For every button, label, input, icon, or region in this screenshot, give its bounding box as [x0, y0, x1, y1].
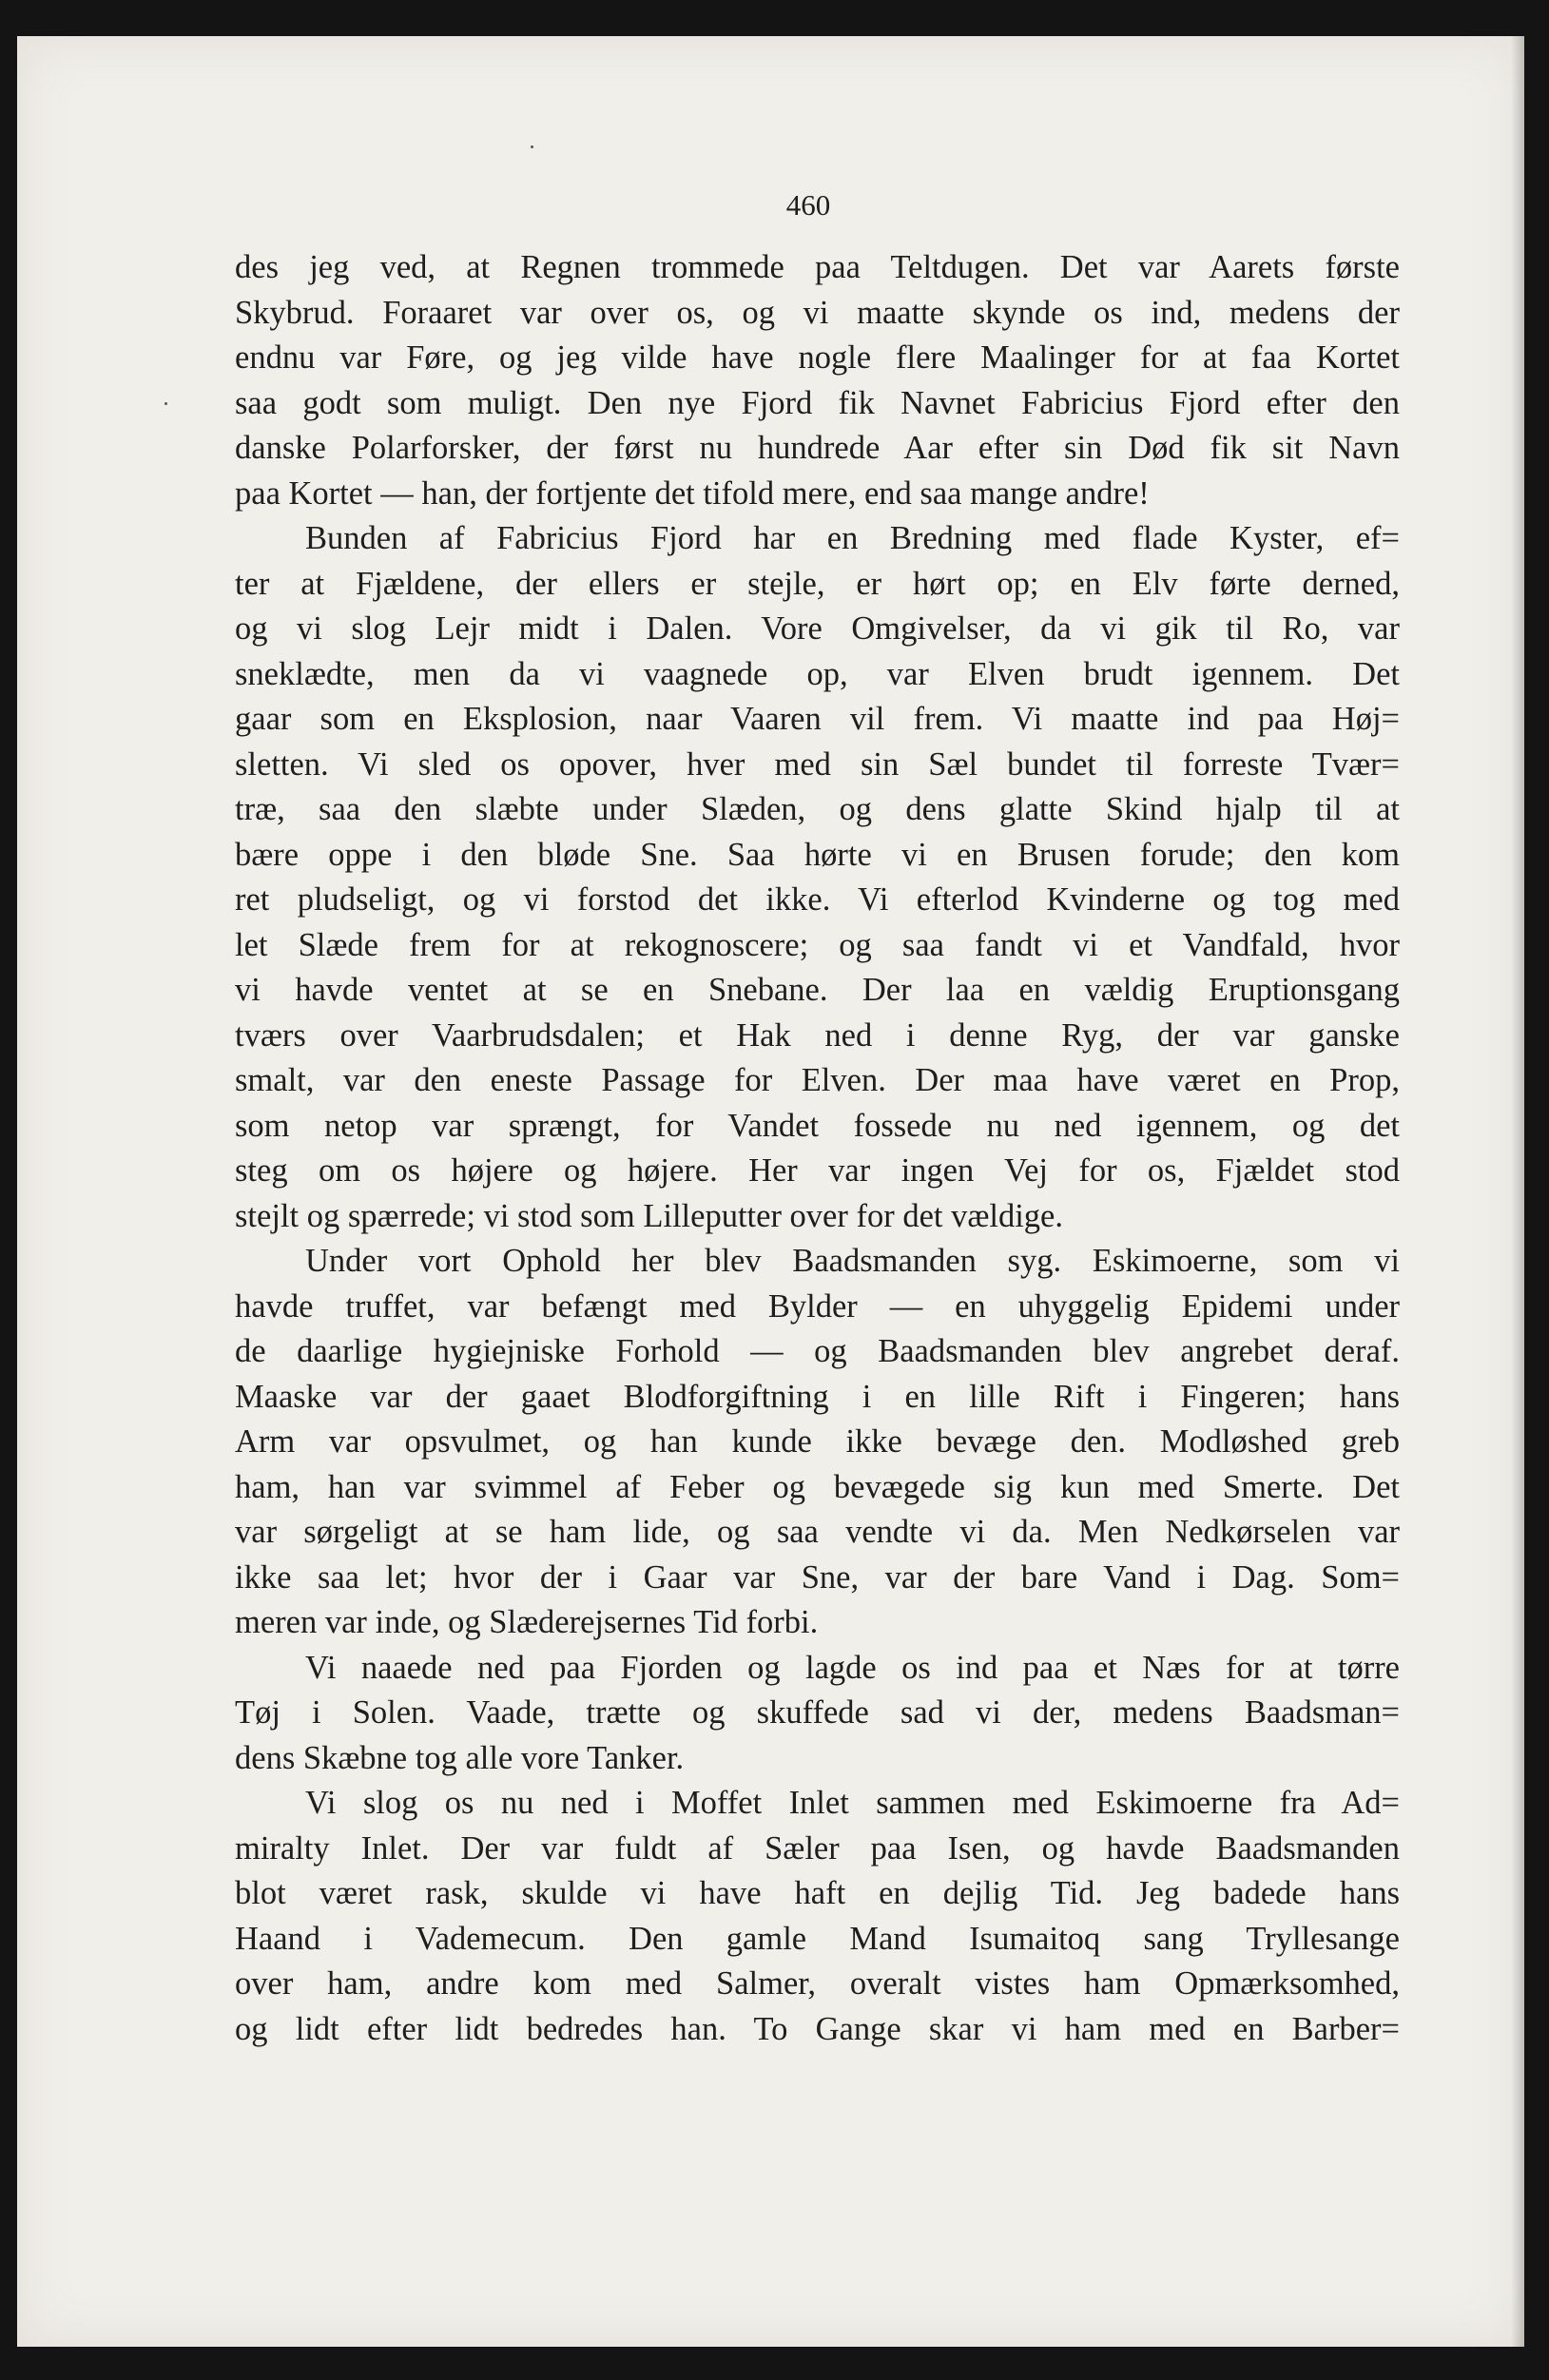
text-line: ter at Fjældene, der ellers er stejle, er hørt op; en Elv førte derned, [235, 565, 1400, 602]
text-line: Arm var opsvulmet, og han kunde ikke bevæge den. Modløshed greb [235, 1423, 1400, 1460]
text-line: smalt, var den eneste Passage for Elven. Der maa have været en Prop, [235, 1062, 1400, 1098]
text-line: stejlt og spærrede; vi stod som Lilleputter over for det vældige. [235, 1197, 1063, 1234]
text-line: miralty Inlet. Der var fuldt af Sæler paa Isen, og havde Baadsmanden [235, 1829, 1400, 1867]
text-line: paa Kortet — han, der fortjente det tifold mere, end saa mange andre! [235, 474, 1150, 512]
text-line: des jeg ved, at Regnen trommede paa Teltdugen. Det var Aarets første [235, 249, 1400, 285]
paper-speck [531, 145, 533, 148]
text-line: sneklædte, men da vi vaagnede op, var Elven brudt igennem. Det [235, 655, 1400, 692]
text-line: Bunden af Fabricius Fjord har en Bredning med flade Kyster, ef= [305, 520, 1400, 556]
text-line: og lidt efter lidt bedredes han. To Gange skar vi ham med en Barber= [235, 2010, 1400, 2047]
text-line: meren var inde, og Slæderejsernes Tid forbi. [235, 1604, 819, 1640]
paper-speck [165, 402, 167, 405]
text-line: var sørgeligt at se ham lide, og saa vendte vi da. Men Nedkørselen var [235, 1514, 1400, 1550]
text-line: Skybrud. Foraaret var over os, og vi maatte skynde os ind, medens der [235, 294, 1400, 331]
text-line: som netop var sprængt, for Vandet fossede nu ned igennem, og det [235, 1107, 1400, 1144]
text-line: Haand i Vademecum. Den gamle Mand Isumaitoq sang Tryllesange [235, 1920, 1400, 1957]
paragraph [235, 1646, 1400, 1782]
text-line: havde truffet, var befængt med Bylder — en uhyggelig Epidemi under [235, 1287, 1400, 1325]
text-line: saa godt som muligt. Den nye Fjord fik Navnet Fabricius Fjord efter den [235, 384, 1400, 421]
paragraph [235, 1239, 1400, 1646]
text-line: Maaske var der gaaet Blodforgiftning i en lille Rift i Fingeren; hans [235, 1378, 1400, 1415]
text-line: Tøj i Solen. Vaade, trætte og skuffede sad vi der, medens Baadsman= [235, 1694, 1400, 1731]
text-line: bære oppe i den bløde Sne. Saa hørte vi en Brusen forude; den kom [235, 836, 1400, 873]
paragraph [235, 1781, 1400, 2052]
text-line: let Slæde frem for at rekognoscere; og saa fandt vi et Vandfald, hvor [235, 926, 1400, 963]
page-spine-shadow [1511, 36, 1524, 2347]
text-line: endnu var Føre, og jeg vilde have nogle flere Maalinger for at faa Kortet [235, 339, 1400, 376]
text-line: over ham, andre kom med Salmer, overalt vistes ham Opmærksomhed, [235, 1965, 1400, 2002]
text-line: ret pludseligt, og vi forstod det ikke. Vi efterlod Kvinderne og tog med [235, 881, 1400, 918]
text-line: steg om os højere og højere. Her var ingen Vej for os, Fjældet stod [235, 1152, 1400, 1189]
text-line: Vi naaede ned paa Fjorden og lagde os ind paa et Næs for at tørre [305, 1649, 1400, 1686]
text-line: sletten. Vi sled os opover, hver med sin Sæl bundet til forreste Tvær= [235, 745, 1400, 783]
text-line: vi havde ventet at se en Snebane. Der laa en vældig Eruptionsgang [235, 972, 1400, 1008]
text-line: blot været rask, skulde vi have haft en dejlig Tid. Jeg badede hans [235, 1875, 1400, 1911]
text-line: de daarlige hygiejniske Forhold — og Baadsmanden blev angrebet deraf. [235, 1333, 1400, 1369]
text-line: Vi slog os nu ned i Moffet Inlet sammen med Eskimoerne fra Ad= [305, 1785, 1400, 1821]
text-line: ham, han var svimmel af Feber og bevægede sig kun med Smerte. Det [235, 1468, 1400, 1505]
text-line: træ, saa den slæbte under Slæden, og dens glatte Skind hjalp til at [235, 791, 1400, 827]
text-line: Under vort Ophold her blev Baadsmanden syg. Eskimoerne, som vi [305, 1243, 1400, 1279]
text-line: og vi slog Lejr midt i Dalen. Vore Omgivelser, da vi gik til Ro, var [235, 610, 1400, 647]
body-text [235, 245, 1400, 2052]
text-line: danske Polarforsker, der først nu hundrede Aar efter sin Død fik sit Navn [235, 430, 1400, 466]
text-line: tværs over Vaarbrudsdalen; et Hak ned i denne Ryg, der var ganske [235, 1016, 1400, 1054]
page-number: 460 [785, 188, 831, 222]
text-line: dens Skæbne tog alle vore Tanker. [235, 1739, 685, 1776]
text-line: ikke saa let; hvor der i Gaar var Sne, var der bare Vand i Dag. Som= [235, 1558, 1400, 1596]
paragraph [235, 245, 1400, 516]
paragraph [235, 516, 1400, 1239]
text-line: gaar som en Eksplosion, naar Vaaren vil frem. Vi maatte ind paa Høj= [235, 701, 1400, 737]
